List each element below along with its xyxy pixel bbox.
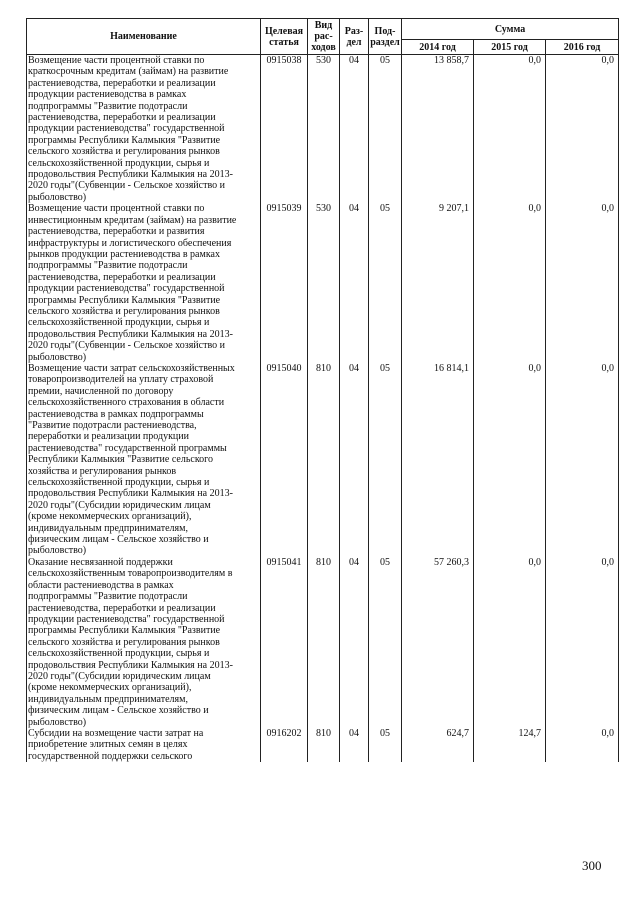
row-section: 04	[340, 728, 369, 762]
row-target: 0916202	[261, 728, 308, 762]
row-sum-2016: 0,0	[546, 557, 619, 728]
row-name: Оказание несвязанной поддержки сельскохозяйственным товаропроизводителям в области растениеводства в рамках подпрограммы "Развитие подотрасли растениеводства, переработки и реализации продукции растениеводства" государственной программы Республики Калмыкия "Развитие сельского хозяйства и регулирования рынков сельскохозяйственной продукции, сырья и продовольствия Республики Калмыкия на 2013- 2020 годы"(Субсидии юридическим лицам (кроме некоммерческих организаций), индивидуальным предпринимателям, физическим лицам - Сельское хозяйство и рыболовство)	[27, 557, 261, 728]
row-sum-2014: 16 814,1	[402, 363, 474, 557]
row-sum-2014: 9 207,1	[402, 203, 474, 363]
table-row	[27, 363, 619, 557]
row-section: 04	[340, 557, 369, 728]
row-sum-2016: 0,0	[546, 728, 619, 762]
table-row	[27, 557, 619, 728]
header-sum: Сумма	[402, 19, 619, 40]
row-target: 0915040	[261, 363, 308, 557]
row-subsection: 05	[369, 203, 402, 363]
row-sum-2015: 0,0	[474, 363, 546, 557]
row-expense-type: 810	[308, 363, 340, 557]
row-expense-type: 810	[308, 728, 340, 762]
row-subsection: 05	[369, 363, 402, 557]
row-subsection: 05	[369, 557, 402, 728]
row-expense-type: 530	[308, 55, 340, 204]
header-subsection: Под- раздел	[369, 19, 402, 55]
row-sum-2015: 0,0	[474, 55, 546, 204]
row-subsection: 05	[369, 728, 402, 762]
row-sum-2015: 124,7	[474, 728, 546, 762]
table-row	[27, 203, 619, 363]
row-expense-type: 810	[308, 557, 340, 728]
header-name: Наименование	[27, 19, 261, 55]
header-target: Целевая статья	[261, 19, 308, 55]
row-section: 04	[340, 55, 369, 204]
row-sum-2016: 0,0	[546, 203, 619, 363]
row-sum-2015: 0,0	[474, 203, 546, 363]
row-name: Возмещение части затрат сельскохозяйственных товаропроизводителей на уплату страховой премии, начисленной по договору сельскохозяйственного страхования в области растениеводства в рамках подпрограммы "Развитие подотрасли растениеводства, переработки и реализации продукции растениеводства" государственной программы Республики Калмыкия "Развитие сельского хозяйства и регулирования рынков сельскохозяйственной продукции, сырья и продовольствия Республики Калмыкия на 2013- 2020 годы"(Субсидии юридическим лицам (кроме некоммерческих организаций), индивидуальным предпринимателям, физическим лицам - Сельское хозяйство и рыболовство)	[27, 363, 261, 557]
row-sum-2016: 0,0	[546, 363, 619, 557]
row-name: Возмещение части процентной ставки по инвестиционным кредитам (займам) на развитие растениеводства, переработки и развития инфраструктуры и логистического обеспечения рынков продукции растениеводства в рамках подпрограммы "Развитие подотрасли растениеводства, переработки и реализации продукции растениеводства" государственной программы Республики Калмыкия "Развитие сельского хозяйства и регулирования рынков сельскохозяйственной продукции, сырья и продовольствия Республики Калмыкия на 2013- 2020 годы"(Субвенции - Сельское хозяйство и рыболовство)	[27, 203, 261, 363]
header-year-2015: 2015 год	[474, 40, 546, 55]
row-target: 0915038	[261, 55, 308, 204]
budget-table	[26, 18, 619, 762]
row-sum-2015: 0,0	[474, 557, 546, 728]
row-target: 0915041	[261, 557, 308, 728]
row-expense-type: 530	[308, 203, 340, 363]
header-expense-type: Вид рас- ходов	[308, 19, 340, 55]
row-name: Возмещение части процентной ставки по краткосрочным кредитам (займам) на развитие растениеводства, переработки и реализации продукции растениеводства в рамках подпрограммы "Развитие подотрасли растениеводства, переработки и реализации продукции растениеводства" государственной программы Республики Калмыкия "Развитие сельского хозяйства и регулирования рынков сельскохозяйственной продукции, сырья и продовольствия Республики Калмыкия на 2013- 2020 годы"(Субвенции - Сельское хозяйство и рыболовство)	[27, 55, 261, 204]
table-row	[27, 728, 619, 762]
header-year-2016: 2016 год	[546, 40, 619, 55]
header-section: Раз- дел	[340, 19, 369, 55]
row-section: 04	[340, 203, 369, 363]
header-year-2014: 2014 год	[402, 40, 474, 55]
row-section: 04	[340, 363, 369, 557]
row-target: 0915039	[261, 203, 308, 363]
row-sum-2014: 624,7	[402, 728, 474, 762]
row-subsection: 05	[369, 55, 402, 204]
row-sum-2014: 57 260,3	[402, 557, 474, 728]
page-number: 300	[582, 858, 602, 873]
row-sum-2016: 0,0	[546, 55, 619, 204]
budget-table-page	[26, 18, 618, 762]
row-sum-2014: 13 858,7	[402, 55, 474, 204]
table-row	[27, 55, 619, 204]
row-name: Субсидии на возмещение части затрат на приобретение элитных семян в целях государственной поддержки сельского	[27, 728, 261, 762]
